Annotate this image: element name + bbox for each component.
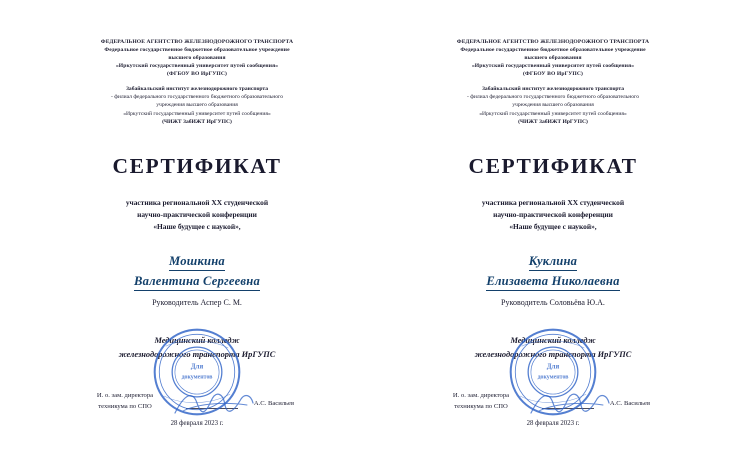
recipient-name xyxy=(397,254,709,291)
signatory-role-line-1: И. о. зам. директора xyxy=(452,392,510,400)
header-line-4: «Иркутский государственный университет путей сообщения» xyxy=(115,63,279,70)
certificate-title: СЕРТИФИКАТ xyxy=(468,153,638,178)
header-line-9: «Иркутский государственный университет путей сообщения» xyxy=(479,110,627,117)
recipient-given-name: Елизавета Николаевна xyxy=(486,274,619,291)
header-line-3: высшего образования xyxy=(168,55,226,62)
header-line-2: Федеральное государственное бюджетное образовательное учреждение xyxy=(460,47,646,54)
official-stamp-icon xyxy=(507,326,599,418)
organization-line-2: железнодорожного транспорта ИрГУПС xyxy=(118,349,276,359)
official-stamp-icon xyxy=(151,326,243,418)
recipient-name xyxy=(41,254,353,291)
subtitle-line-2: научно-практической конференции xyxy=(137,209,257,219)
header-line-6: Забайкальский институт железнодорожного транспорта xyxy=(125,85,269,92)
recipient-surname: Мошкина xyxy=(169,254,225,271)
certificate-right xyxy=(383,30,723,425)
header-line-10: (ЧИЖТ ЗабИЖТ ИрГУПС) xyxy=(162,119,232,126)
header-line-1: ФЕДЕРАЛЬНОЕ АГЕНТСТВО ЖЕЛЕЗНОДОРОЖНОГО ТРАНСПОРТА xyxy=(456,39,650,45)
header-line-1: ФЕДЕРАЛЬНОЕ АГЕНТСТВО ЖЕЛЕЗНОДОРОЖНОГО ТРАНСПОРТА xyxy=(100,39,294,45)
subtitle-line-3: «Наше будущее с наукой», xyxy=(509,221,597,231)
header-line-3: высшего образования xyxy=(524,55,582,62)
certificate-subtitle xyxy=(397,197,709,234)
header-line-4: «Иркутский государственный университет путей сообщения» xyxy=(471,63,635,70)
organization-line-1: Медицинский колледж xyxy=(154,336,240,346)
signatory-role-line-2: техникума по СПО xyxy=(98,402,152,410)
institute-branch-header xyxy=(424,85,682,127)
header-line-7: - филиал федерального государственного бюджетного образовательного xyxy=(466,93,640,100)
certificate-left xyxy=(27,30,367,425)
subtitle-line-1: участника региональной XX студенческой xyxy=(125,197,269,207)
recipient-surname: Куклина xyxy=(529,254,577,271)
organization-line-2: железнодорожного транспорта ИрГУПС xyxy=(474,349,632,359)
organization-line-1: Медицинский колледж xyxy=(510,336,596,346)
supervisor-line: Руководитель Соловьёва Ю.А. xyxy=(501,298,605,308)
header-line-10: (ЧИЖТ ЗабИЖТ ИрГУПС) xyxy=(518,119,588,126)
header-line-2: Федеральное государственное бюджетное образовательное учреждение xyxy=(104,47,290,54)
institution-header xyxy=(428,38,678,79)
header-line-5: (ФГБОУ ВО ИрГУПС) xyxy=(167,71,227,78)
header-line-8: учреждения высшего образования xyxy=(512,102,594,109)
signatory-role-line-2: техникума по СПО xyxy=(454,402,508,410)
institution-header xyxy=(72,38,322,79)
header-line-9: «Иркутский государственный университет путей сообщения» xyxy=(123,110,271,117)
issue-date: 28 февраля 2023 г. xyxy=(526,420,580,427)
subtitle-line-1: участника региональной XX студенческой xyxy=(481,197,625,207)
signatory-role-line-1: И. о. зам. директора xyxy=(96,392,154,400)
stamp-text-line-2: документов xyxy=(537,374,569,381)
signatory-name: А.С. Васильев xyxy=(609,400,651,408)
stamp-text-line-1: Для xyxy=(546,362,560,371)
stamp-text-line-2: документов xyxy=(181,374,213,381)
header-line-7: - филиал федерального государственного бюджетного образовательного xyxy=(110,93,284,100)
institute-branch-header xyxy=(68,85,326,127)
header-line-5: (ФГБОУ ВО ИрГУПС) xyxy=(523,71,583,78)
subtitle-line-3: «Наше будущее с наукой», xyxy=(153,221,241,231)
recipient-given-name: Валентина Сергеевна xyxy=(134,274,260,291)
header-line-6: Забайкальский институт железнодорожного транспорта xyxy=(481,85,625,92)
header-line-8: учреждения высшего образования xyxy=(156,102,238,109)
certificate-subtitle xyxy=(41,197,353,234)
subtitle-line-2: научно-практической конференции xyxy=(493,209,613,219)
issue-date: 28 февраля 2023 г. xyxy=(170,420,224,427)
supervisor-line: Руководитель Аспер С. М. xyxy=(152,298,242,308)
stamp-text-line-1: Для xyxy=(190,362,204,371)
certificate-title: СЕРТИФИКАТ xyxy=(112,153,282,178)
signatory-name: А.С. Васильев xyxy=(253,400,295,408)
